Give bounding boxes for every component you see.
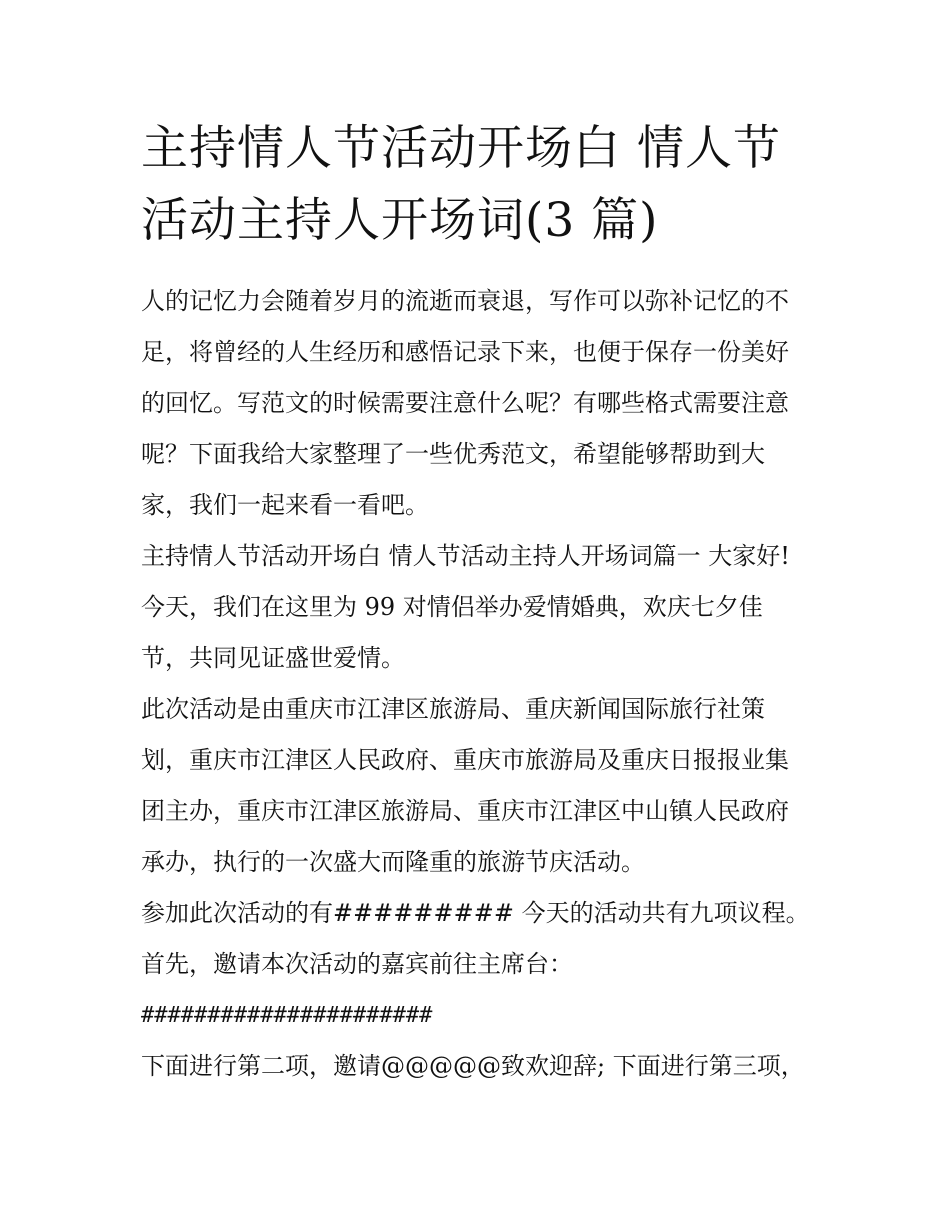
text-line: 划，重庆市江津区人民政府、重庆市旅游局及重庆日报报业集 [141, 746, 789, 774]
text-line: 足，将曾经的人生经历和感悟记录下来，也便于保存一份美好 [141, 338, 789, 366]
text-line: 此次活动是由重庆市江津区旅游局、重庆新闻国际旅行社策 [141, 695, 765, 723]
text-line: 节，共同见证盛世爱情。 [141, 644, 405, 672]
attendees-paragraph [141, 888, 821, 939]
placeholder-paragraph [141, 990, 821, 1041]
text-line: 主持情人节活动开场白 情人节活动主持人开场词篇一 大家好! [141, 542, 790, 570]
organizer-paragraph [141, 684, 821, 888]
text-line: 家，我们一起来看一看吧。 [141, 491, 429, 519]
agenda-paragraph [141, 1041, 821, 1092]
text-line: 团主办，重庆市江津区旅游局、重庆市江津区中山镇人民政府 [141, 797, 789, 825]
text-line: 下面进行第二项，邀请@@@@@致欢迎辞; 下面进行第三项， [141, 1052, 805, 1080]
title-line: 活动主持人开场词(3 篇) [141, 193, 659, 248]
text-line: 承办，执行的一次盛大而隆重的旅游节庆活动。 [141, 848, 645, 876]
title-line: 主持情人节活动开场白 情人节 [141, 121, 781, 176]
text-line: 参加此次活动的有######### 今天的活动共有九项议程。 [141, 899, 810, 927]
document-title [141, 113, 821, 257]
text-line: 今天，我们在这里为 99 对情侣举办爱情婚典，欢庆七夕佳 [141, 593, 763, 621]
greeting-paragraph [141, 531, 821, 684]
guests-paragraph [141, 939, 821, 990]
text-line: 首先，邀请本次活动的嘉宾前往主席台： [141, 950, 573, 978]
text-line: 的回忆。写范文的时候需要注意什么呢？有哪些格式需要注意 [141, 389, 789, 417]
text-line: 呢？下面我给大家整理了一些优秀范文，希望能够帮助到大 [141, 440, 765, 468]
intro-paragraph [141, 276, 821, 531]
text-line: 人的记忆力会随着岁月的流逝而衰退，写作可以弥补记忆的不 [141, 287, 789, 315]
text-line: ###################### [141, 1003, 433, 1028]
